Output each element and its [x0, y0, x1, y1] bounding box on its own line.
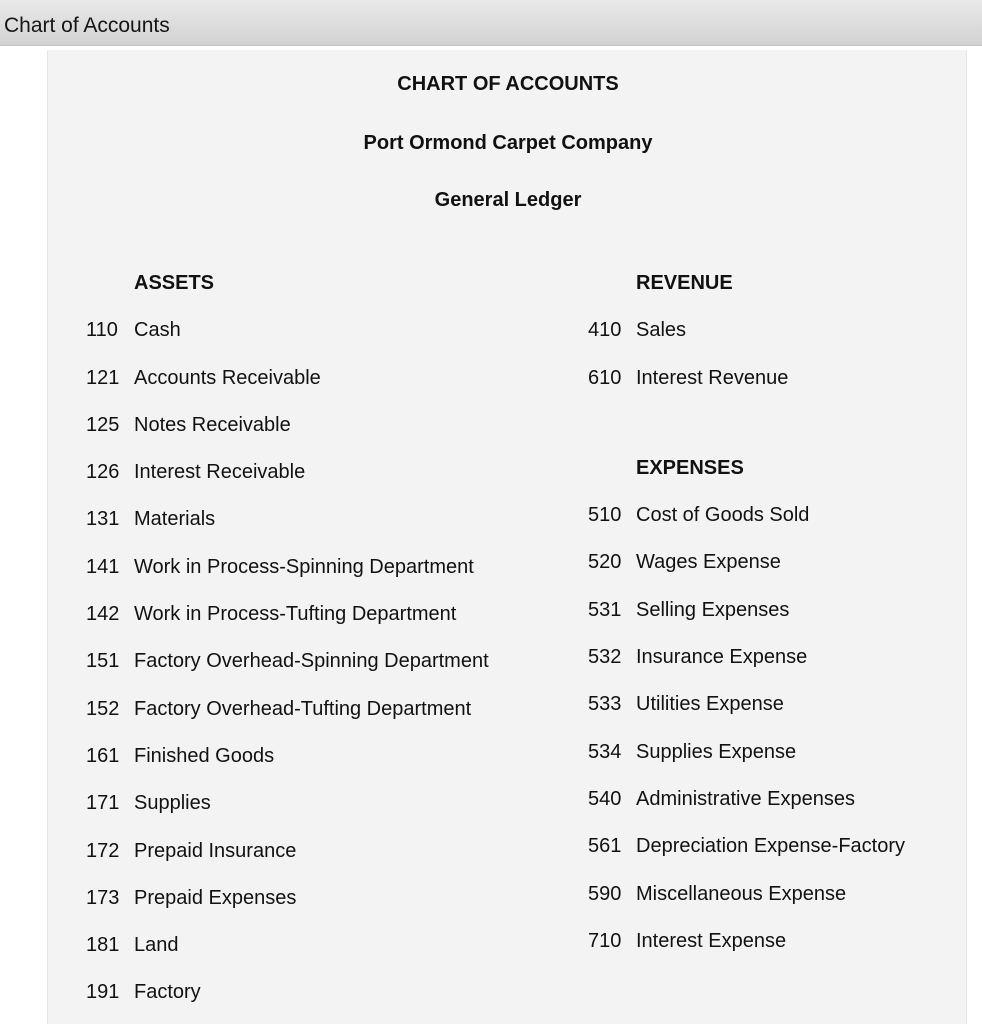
- assets-column: [86, 271, 546, 1028]
- account-number: 561: [588, 835, 622, 858]
- account-row: [86, 697, 546, 721]
- account-number: 172: [86, 839, 120, 862]
- account-number: 534: [588, 740, 622, 763]
- account-row: [588, 882, 968, 906]
- account-number: 510: [588, 504, 622, 527]
- account-name: Miscellaneous Expense: [636, 882, 847, 905]
- account-name: Interest Receivable: [134, 461, 306, 484]
- account-number: 531: [588, 598, 622, 621]
- account-row: [588, 318, 968, 342]
- account-name: Work in Process-Spinning Department: [134, 555, 474, 578]
- account-number: 181: [86, 934, 120, 957]
- account-number: 410: [588, 319, 622, 342]
- account-row: [86, 413, 546, 437]
- account-row: [86, 318, 546, 342]
- account-name: Cost of Goods Sold: [636, 504, 810, 527]
- account-name: Land: [134, 934, 179, 957]
- account-number: 131: [86, 508, 120, 531]
- account-row: [588, 598, 968, 622]
- account-name: Factory Overhead-Tufting Department: [134, 697, 472, 720]
- account-row: [588, 740, 968, 764]
- account-number: 126: [86, 461, 120, 484]
- account-row: [86, 366, 546, 390]
- account-row: [86, 791, 546, 815]
- account-name: Interest Revenue: [636, 366, 789, 389]
- company-name: Port Ormond Carpet Company: [363, 132, 653, 154]
- revenue-expenses-column: [588, 271, 968, 976]
- account-row: [86, 839, 546, 863]
- account-row: [588, 503, 968, 527]
- account-number: 152: [86, 697, 120, 720]
- account-row: [588, 692, 968, 716]
- account-row: [588, 834, 968, 858]
- account-number: 590: [588, 882, 622, 905]
- account-name: Depreciation Expense-Factory: [636, 835, 906, 858]
- account-name: Administrative Expenses: [636, 787, 855, 810]
- account-number: 141: [86, 555, 120, 578]
- account-name: Materials: [134, 508, 216, 531]
- account-number: 121: [86, 366, 120, 389]
- account-name: Sales: [636, 319, 687, 342]
- account-number: 173: [86, 886, 120, 909]
- account-row: [86, 460, 546, 484]
- account-name: Prepaid Insurance: [134, 839, 297, 862]
- account-name: Utilities Expense: [636, 693, 784, 716]
- ledger-name: General Ledger: [434, 189, 582, 211]
- account-number: 151: [86, 650, 120, 673]
- account-row: [588, 787, 968, 811]
- account-number: 142: [86, 603, 120, 626]
- account-number: 520: [588, 551, 622, 574]
- account-row: [588, 366, 968, 390]
- account-name: Interest Expense: [636, 929, 787, 952]
- account-row: [588, 550, 968, 574]
- account-name: Selling Expenses: [636, 598, 790, 621]
- account-row: [86, 602, 546, 626]
- account-row: [86, 744, 546, 768]
- account-number: 171: [86, 792, 120, 815]
- account-row: [86, 555, 546, 579]
- account-name: Prepaid Expenses: [134, 886, 297, 909]
- account-name: Supplies Expense: [636, 740, 797, 763]
- account-name: Finished Goods: [134, 744, 275, 767]
- page-title: CHART OF ACCOUNTS: [397, 73, 619, 95]
- account-name: Wages Expense: [636, 551, 781, 574]
- account-row: [588, 645, 968, 669]
- section-spacer: [588, 413, 968, 456]
- chart-of-accounts-panel: [47, 50, 967, 1024]
- account-number: 125: [86, 413, 120, 436]
- account-row: [86, 886, 546, 910]
- account-row: [588, 929, 968, 953]
- window-title: Chart of Accounts: [4, 14, 170, 37]
- account-name: Cash: [134, 319, 181, 342]
- expenses-heading: EXPENSES: [636, 456, 744, 479]
- account-row: [86, 933, 546, 957]
- account-name: Supplies: [134, 792, 211, 815]
- window-titlebar: [0, 0, 982, 46]
- account-name: Accounts Receivable: [134, 366, 321, 389]
- account-name: Insurance Expense: [636, 646, 808, 669]
- account-name: Notes Receivable: [134, 413, 291, 436]
- account-name: Factory Overhead-Spinning Department: [134, 650, 489, 673]
- account-name: Factory: [134, 981, 201, 1004]
- account-number: 710: [588, 929, 622, 952]
- account-number: 533: [588, 693, 622, 716]
- revenue-heading: REVENUE: [636, 272, 733, 294]
- account-row: [86, 507, 546, 531]
- account-number: 610: [588, 366, 622, 389]
- account-number: 110: [86, 319, 118, 342]
- account-number: 540: [588, 787, 622, 810]
- account-number: 191: [86, 981, 120, 1004]
- account-number: 532: [588, 646, 622, 669]
- account-row: [86, 649, 546, 673]
- account-name: Work in Process-Tufting Department: [134, 603, 457, 626]
- account-row: [86, 980, 546, 1004]
- account-number: 161: [86, 744, 120, 767]
- assets-heading: ASSETS: [134, 272, 215, 294]
